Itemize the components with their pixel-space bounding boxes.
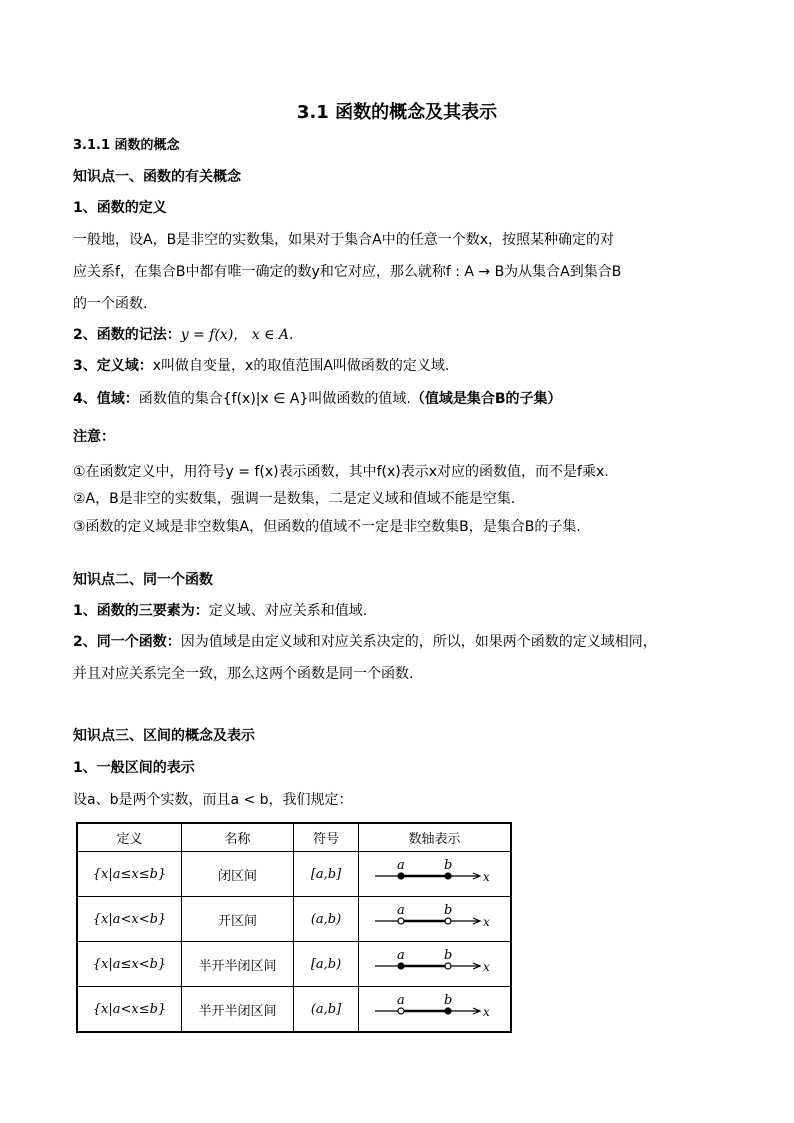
table-row	[77, 942, 511, 987]
range-note: （值域是集合B的子集）	[410, 391, 562, 407]
definition-line-3: 的一个函数.	[73, 296, 148, 312]
number-line-diagram	[359, 987, 510, 1027]
cell-number-line	[359, 942, 512, 987]
same-function-value: 因为值域是由定义域和对应关系决定的，所以，如果两个函数的定义域相同，	[180, 634, 657, 650]
label-x: x	[483, 1005, 490, 1019]
three-elements-line	[73, 601, 367, 621]
same-function-line-2: 并且对应关系完全一致，那么这两个函数是同一个函数.	[73, 666, 414, 682]
label-x: x	[483, 915, 490, 929]
number-line-diagram	[359, 897, 510, 937]
number-line-diagram	[359, 942, 510, 982]
same-function-label: 2、同一个函数：	[73, 634, 181, 650]
number-line-diagram	[359, 852, 510, 892]
domain-label: 3、定义域：	[73, 358, 153, 374]
label-x: x	[483, 870, 490, 884]
table-row	[77, 987, 511, 1033]
three-elements-label: 1、函数的三要素为：	[73, 603, 209, 619]
definition-line-1: 一般地，设A，B是非空的实数集，如果对于集合A中的任意一个数x，按照某种确定的对	[73, 232, 615, 248]
cell-name: 开区间	[182, 897, 294, 942]
cell-name: 半开半闭区间	[182, 987, 294, 1033]
header-symbol: 符号	[294, 823, 359, 852]
cell-symbol: (a,b]	[294, 987, 359, 1033]
kp3-heading: 知识点三、区间的概念及表示	[73, 728, 255, 744]
section-heading: 3.1.1 函数的概念	[73, 138, 180, 153]
cell-definition: {x|a<x<b}	[77, 897, 182, 942]
domain-line	[73, 356, 449, 376]
closed-endpoint-a	[398, 873, 404, 879]
cell-number-line	[359, 987, 512, 1033]
closed-endpoint-b	[445, 873, 451, 879]
domain-value: x叫做自变量，x的取值范围A叫做函数的定义域.	[152, 358, 450, 374]
note-2: ②A，B是非空的实数集，强调一是数集，二是定义域和值域不能是空集.	[73, 491, 516, 507]
note-1: ①在函数定义中，用符号y = f(x)表示函数，其中f(x)表示x对应的函数值，而不是f乘x.	[73, 464, 609, 480]
label-a: a	[397, 993, 405, 1008]
range-value: 函数值的集合{f(x)|x ∈ A}叫做函数的值域.	[138, 391, 411, 407]
closed-endpoint-a	[398, 963, 404, 969]
interval-table	[76, 822, 512, 1033]
definition-line-2: 应关系f，在集合B中都有唯一确定的数y和它对应，那么就称f : A → B为从集合A到集合B	[73, 264, 622, 280]
cell-definition: {x|a<x≤b}	[77, 987, 182, 1033]
cell-symbol: [a,b)	[294, 942, 359, 987]
cell-number-line	[359, 852, 512, 897]
cell-symbol: (a,b)	[294, 897, 359, 942]
label-a: a	[397, 948, 405, 963]
cell-name: 半开半闭区间	[182, 942, 294, 987]
label-b: b	[444, 993, 453, 1008]
definition-heading: 1、函数的定义	[73, 200, 167, 216]
header-definition: 定义	[77, 823, 182, 852]
label-b: b	[444, 858, 453, 873]
kp2-heading: 知识点二、同一个函数	[73, 572, 213, 588]
cell-number-line	[359, 897, 512, 942]
note-heading: 注意：	[73, 429, 115, 445]
notation-value: y = f(x)， x ∈ A.	[180, 327, 294, 343]
notation-label: 2、函数的记法：	[73, 327, 181, 343]
table-header-row	[77, 823, 511, 852]
label-a: a	[397, 858, 405, 873]
table-row	[77, 897, 511, 942]
closed-endpoint-b	[445, 1008, 451, 1014]
label-x: x	[483, 960, 490, 974]
note-3: ③函数的定义域是非空数集A，但函数的值域不一定是非空数集B，是集合B的子集.	[73, 519, 581, 535]
cell-symbol: [a,b]	[294, 852, 359, 897]
open-endpoint-a	[398, 918, 404, 924]
header-number-line: 数轴表示	[359, 823, 512, 852]
interval-subheading: 1、一般区间的表示	[73, 760, 195, 776]
kp1-heading: 知识点一、函数的有关概念	[73, 169, 241, 185]
header-name: 名称	[182, 823, 294, 852]
interval-intro: 设a、b是两个实数，而且a < b，我们规定：	[73, 792, 353, 808]
label-a: a	[397, 903, 405, 918]
range-line	[73, 389, 562, 409]
notation-line	[73, 325, 293, 345]
cell-definition: {x|a≤x<b}	[77, 942, 182, 987]
open-endpoint-b	[445, 918, 451, 924]
page-title: 3.1 函数的概念及其表示	[296, 102, 498, 123]
open-endpoint-b	[445, 963, 451, 969]
range-label: 4、值域：	[73, 391, 139, 407]
same-function-line	[73, 632, 657, 652]
table-row	[77, 852, 511, 897]
cell-name: 闭区间	[182, 852, 294, 897]
open-endpoint-a	[398, 1008, 404, 1014]
label-b: b	[444, 948, 453, 963]
label-b: b	[444, 903, 453, 918]
cell-definition: {x|a≤x≤b}	[77, 852, 182, 897]
three-elements-value: 定义域、对应关系和值域.	[208, 603, 368, 619]
